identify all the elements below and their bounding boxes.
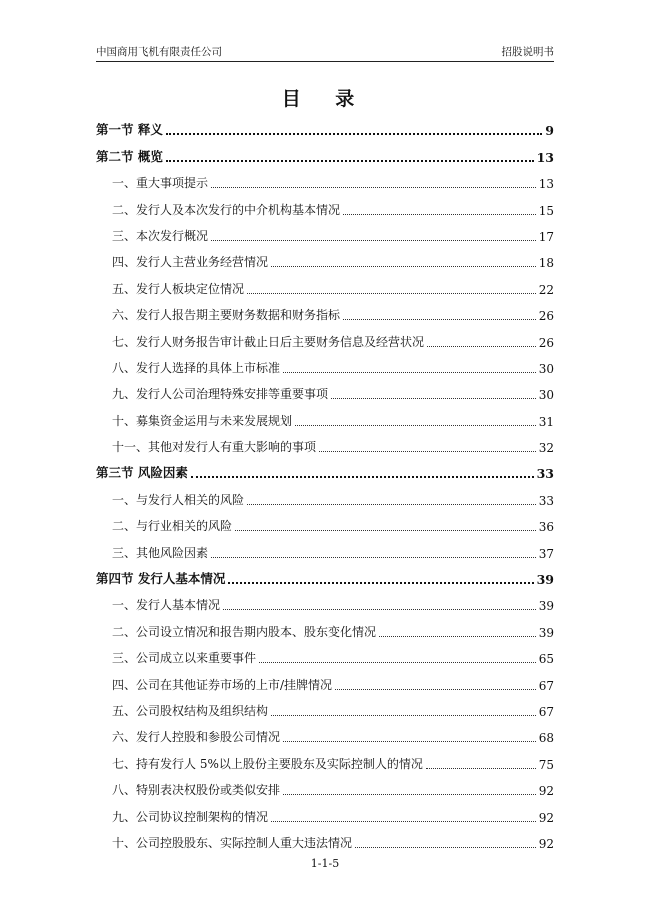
toc-entry-label: 第一节 释义 <box>96 122 163 138</box>
toc-entry-page-number: 68 <box>538 731 554 746</box>
toc-dot-leader <box>319 450 536 452</box>
toc-entry-page-number: 17 <box>538 229 554 244</box>
table-of-contents <box>96 112 554 851</box>
toc-dot-leader <box>271 714 536 716</box>
toc-dot-leader <box>211 239 536 241</box>
toc-entry-page-number: 92 <box>538 810 554 825</box>
toc-entry-page-number: 30 <box>538 361 554 376</box>
toc-entry-page-number: 31 <box>538 414 554 429</box>
toc-dot-leader <box>271 265 536 267</box>
toc-entry-label: 六、发行人控股和参股公司情况 <box>112 730 281 745</box>
toc-subsection-entry[interactable] <box>96 587 554 613</box>
toc-subsection-entry[interactable] <box>96 350 554 376</box>
toc-entry-page-number: 9 <box>545 123 554 139</box>
toc-dot-leader <box>211 556 536 558</box>
toc-entry-label: 十一、其他对发行人有重大影响的事项 <box>112 440 317 455</box>
toc-entry-page-number: 15 <box>538 203 554 218</box>
toc-dot-leader <box>166 132 542 135</box>
toc-entry-label: 一、与发行人相关的风险 <box>112 492 245 507</box>
page-number: 1-1-5 <box>310 857 340 870</box>
toc-entry-label: 八、特别表决权股份或类似安排 <box>112 783 281 798</box>
toc-entry-page-number: 37 <box>538 546 554 561</box>
toc-dot-leader <box>355 846 536 848</box>
toc-subsection-entry[interactable] <box>96 534 554 560</box>
toc-subsection-entry[interactable] <box>96 640 554 666</box>
toc-subsection-entry[interactable] <box>96 376 554 402</box>
header-company-name: 中国商用飞机有限责任公司 <box>96 46 222 58</box>
toc-subsection-entry[interactable] <box>96 745 554 771</box>
toc-dot-leader <box>259 661 536 663</box>
toc-subsection-entry[interactable] <box>96 165 554 191</box>
toc-entry-label: 九、发行人公司治理特殊安排等重要事项 <box>112 387 329 402</box>
toc-entry-page-number: 67 <box>538 678 554 693</box>
toc-dot-leader <box>283 740 536 742</box>
toc-entry-page-number: 36 <box>538 520 554 535</box>
toc-subsection-entry[interactable] <box>96 666 554 692</box>
toc-entry-page-number: 92 <box>538 784 554 799</box>
toc-entry-label: 七、发行人财务报告审计截止日后主要财务信息及经营状况 <box>112 334 425 349</box>
toc-entry-page-number: 33 <box>538 493 554 508</box>
toc-dot-leader <box>235 529 536 531</box>
toc-dot-leader <box>295 424 536 426</box>
toc-subsection-entry[interactable] <box>96 481 554 507</box>
toc-entry-label: 第三节 风险因素 <box>96 465 188 481</box>
toc-dot-leader <box>426 767 536 769</box>
toc-subsection-entry[interactable] <box>96 244 554 270</box>
toc-subsection-entry[interactable] <box>96 402 554 428</box>
toc-entry-label: 十、募集资金运用与未来发展规划 <box>112 413 293 428</box>
toc-entry-page-number: 65 <box>538 652 554 667</box>
toc-dot-leader <box>191 475 534 478</box>
toc-entry-label: 一、发行人基本情况 <box>112 598 221 613</box>
toc-dot-leader <box>283 371 536 373</box>
toc-entry-label: 六、发行人报告期主要财务数据和财务指标 <box>112 308 341 323</box>
toc-dot-leader <box>228 581 533 584</box>
toc-subsection-entry[interactable] <box>96 323 554 349</box>
toc-dot-leader <box>247 503 536 505</box>
toc-entry-page-number: 30 <box>538 388 554 403</box>
toc-subsection-entry[interactable] <box>96 825 554 851</box>
toc-entry-label: 第四节 发行人基本情况 <box>96 571 226 587</box>
toc-subsection-entry[interactable] <box>96 218 554 244</box>
toc-subsection-entry[interactable] <box>96 613 554 639</box>
toc-dot-leader <box>283 793 536 795</box>
toc-entry-label: 七、持有发行人 5%以上股份主要股东及实际控制人的情况 <box>112 756 423 771</box>
toc-entry-page-number: 22 <box>538 282 554 297</box>
toc-dot-leader <box>379 635 536 637</box>
toc-entry-label: 五、发行人板块定位情况 <box>112 281 245 296</box>
toc-subsection-entry[interactable] <box>96 297 554 323</box>
toc-subsection-entry[interactable] <box>96 429 554 455</box>
toc-entry-label: 二、发行人及本次发行的中介机构基本情况 <box>112 202 341 217</box>
toc-subsection-entry[interactable] <box>96 270 554 296</box>
toc-subsection-entry[interactable] <box>96 191 554 217</box>
toc-subsection-entry[interactable] <box>96 772 554 798</box>
toc-entry-page-number: 92 <box>538 836 554 851</box>
toc-subsection-entry[interactable] <box>96 508 554 534</box>
toc-entry-label: 第二节 概览 <box>96 148 163 164</box>
toc-section-entry[interactable] <box>96 112 554 138</box>
toc-entry-page-number: 39 <box>538 599 554 614</box>
toc-dot-leader <box>343 318 536 320</box>
toc-entry-page-number: 67 <box>538 704 554 719</box>
toc-entry-label: 三、其他风险因素 <box>112 545 209 560</box>
toc-entry-page-number: 32 <box>538 441 554 456</box>
toc-entry-page-number: 75 <box>538 757 554 772</box>
toc-entry-label: 一、重大事项提示 <box>112 176 209 191</box>
toc-entry-page-number: 18 <box>538 256 554 271</box>
toc-subsection-entry[interactable] <box>96 719 554 745</box>
toc-entry-page-number: 26 <box>538 335 554 350</box>
toc-entry-label: 三、公司成立以来重要事件 <box>112 651 257 666</box>
toc-entry-label: 二、与行业相关的风险 <box>112 519 233 534</box>
toc-section-entry[interactable] <box>96 138 554 164</box>
header-document-type: 招股说明书 <box>501 46 554 58</box>
toc-dot-leader <box>166 159 534 162</box>
toc-dot-leader <box>331 397 536 399</box>
toc-section-entry[interactable] <box>96 455 554 481</box>
toc-title: 目 录 <box>281 88 369 110</box>
toc-dot-leader <box>223 608 536 610</box>
toc-entry-label: 五、公司股权结构及组织结构 <box>112 703 269 718</box>
toc-entry-label: 二、公司设立情况和报告期内股本、股东变化情况 <box>112 624 377 639</box>
toc-dot-leader <box>247 292 536 294</box>
toc-entry-page-number: 33 <box>536 466 554 482</box>
toc-section-entry[interactable] <box>96 561 554 587</box>
toc-entry-label: 九、公司协议控制架构的情况 <box>112 809 269 824</box>
toc-entry-label: 八、发行人选择的具体上市标准 <box>112 360 281 375</box>
toc-dot-leader <box>427 345 536 347</box>
toc-entry-page-number: 13 <box>536 149 554 165</box>
toc-entry-label: 三、本次发行概况 <box>112 228 209 243</box>
page-header <box>96 40 554 62</box>
toc-entry-label: 四、公司在其他证券市场的上市/挂牌情况 <box>112 677 333 692</box>
toc-subsection-entry[interactable] <box>96 693 554 719</box>
toc-entry-label: 十、公司控股股东、实际控制人重大违法情况 <box>112 835 353 850</box>
toc-entry-page-number: 13 <box>538 177 554 192</box>
toc-dot-leader <box>343 213 536 215</box>
toc-entry-label: 四、发行人主营业务经营情况 <box>112 255 269 270</box>
toc-entry-page-number: 26 <box>538 309 554 324</box>
toc-dot-leader <box>211 186 536 188</box>
toc-entry-page-number: 39 <box>536 572 554 588</box>
toc-subsection-entry[interactable] <box>96 798 554 824</box>
toc-dot-leader <box>335 688 536 690</box>
toc-dot-leader <box>271 820 536 822</box>
toc-entry-page-number: 39 <box>538 625 554 640</box>
